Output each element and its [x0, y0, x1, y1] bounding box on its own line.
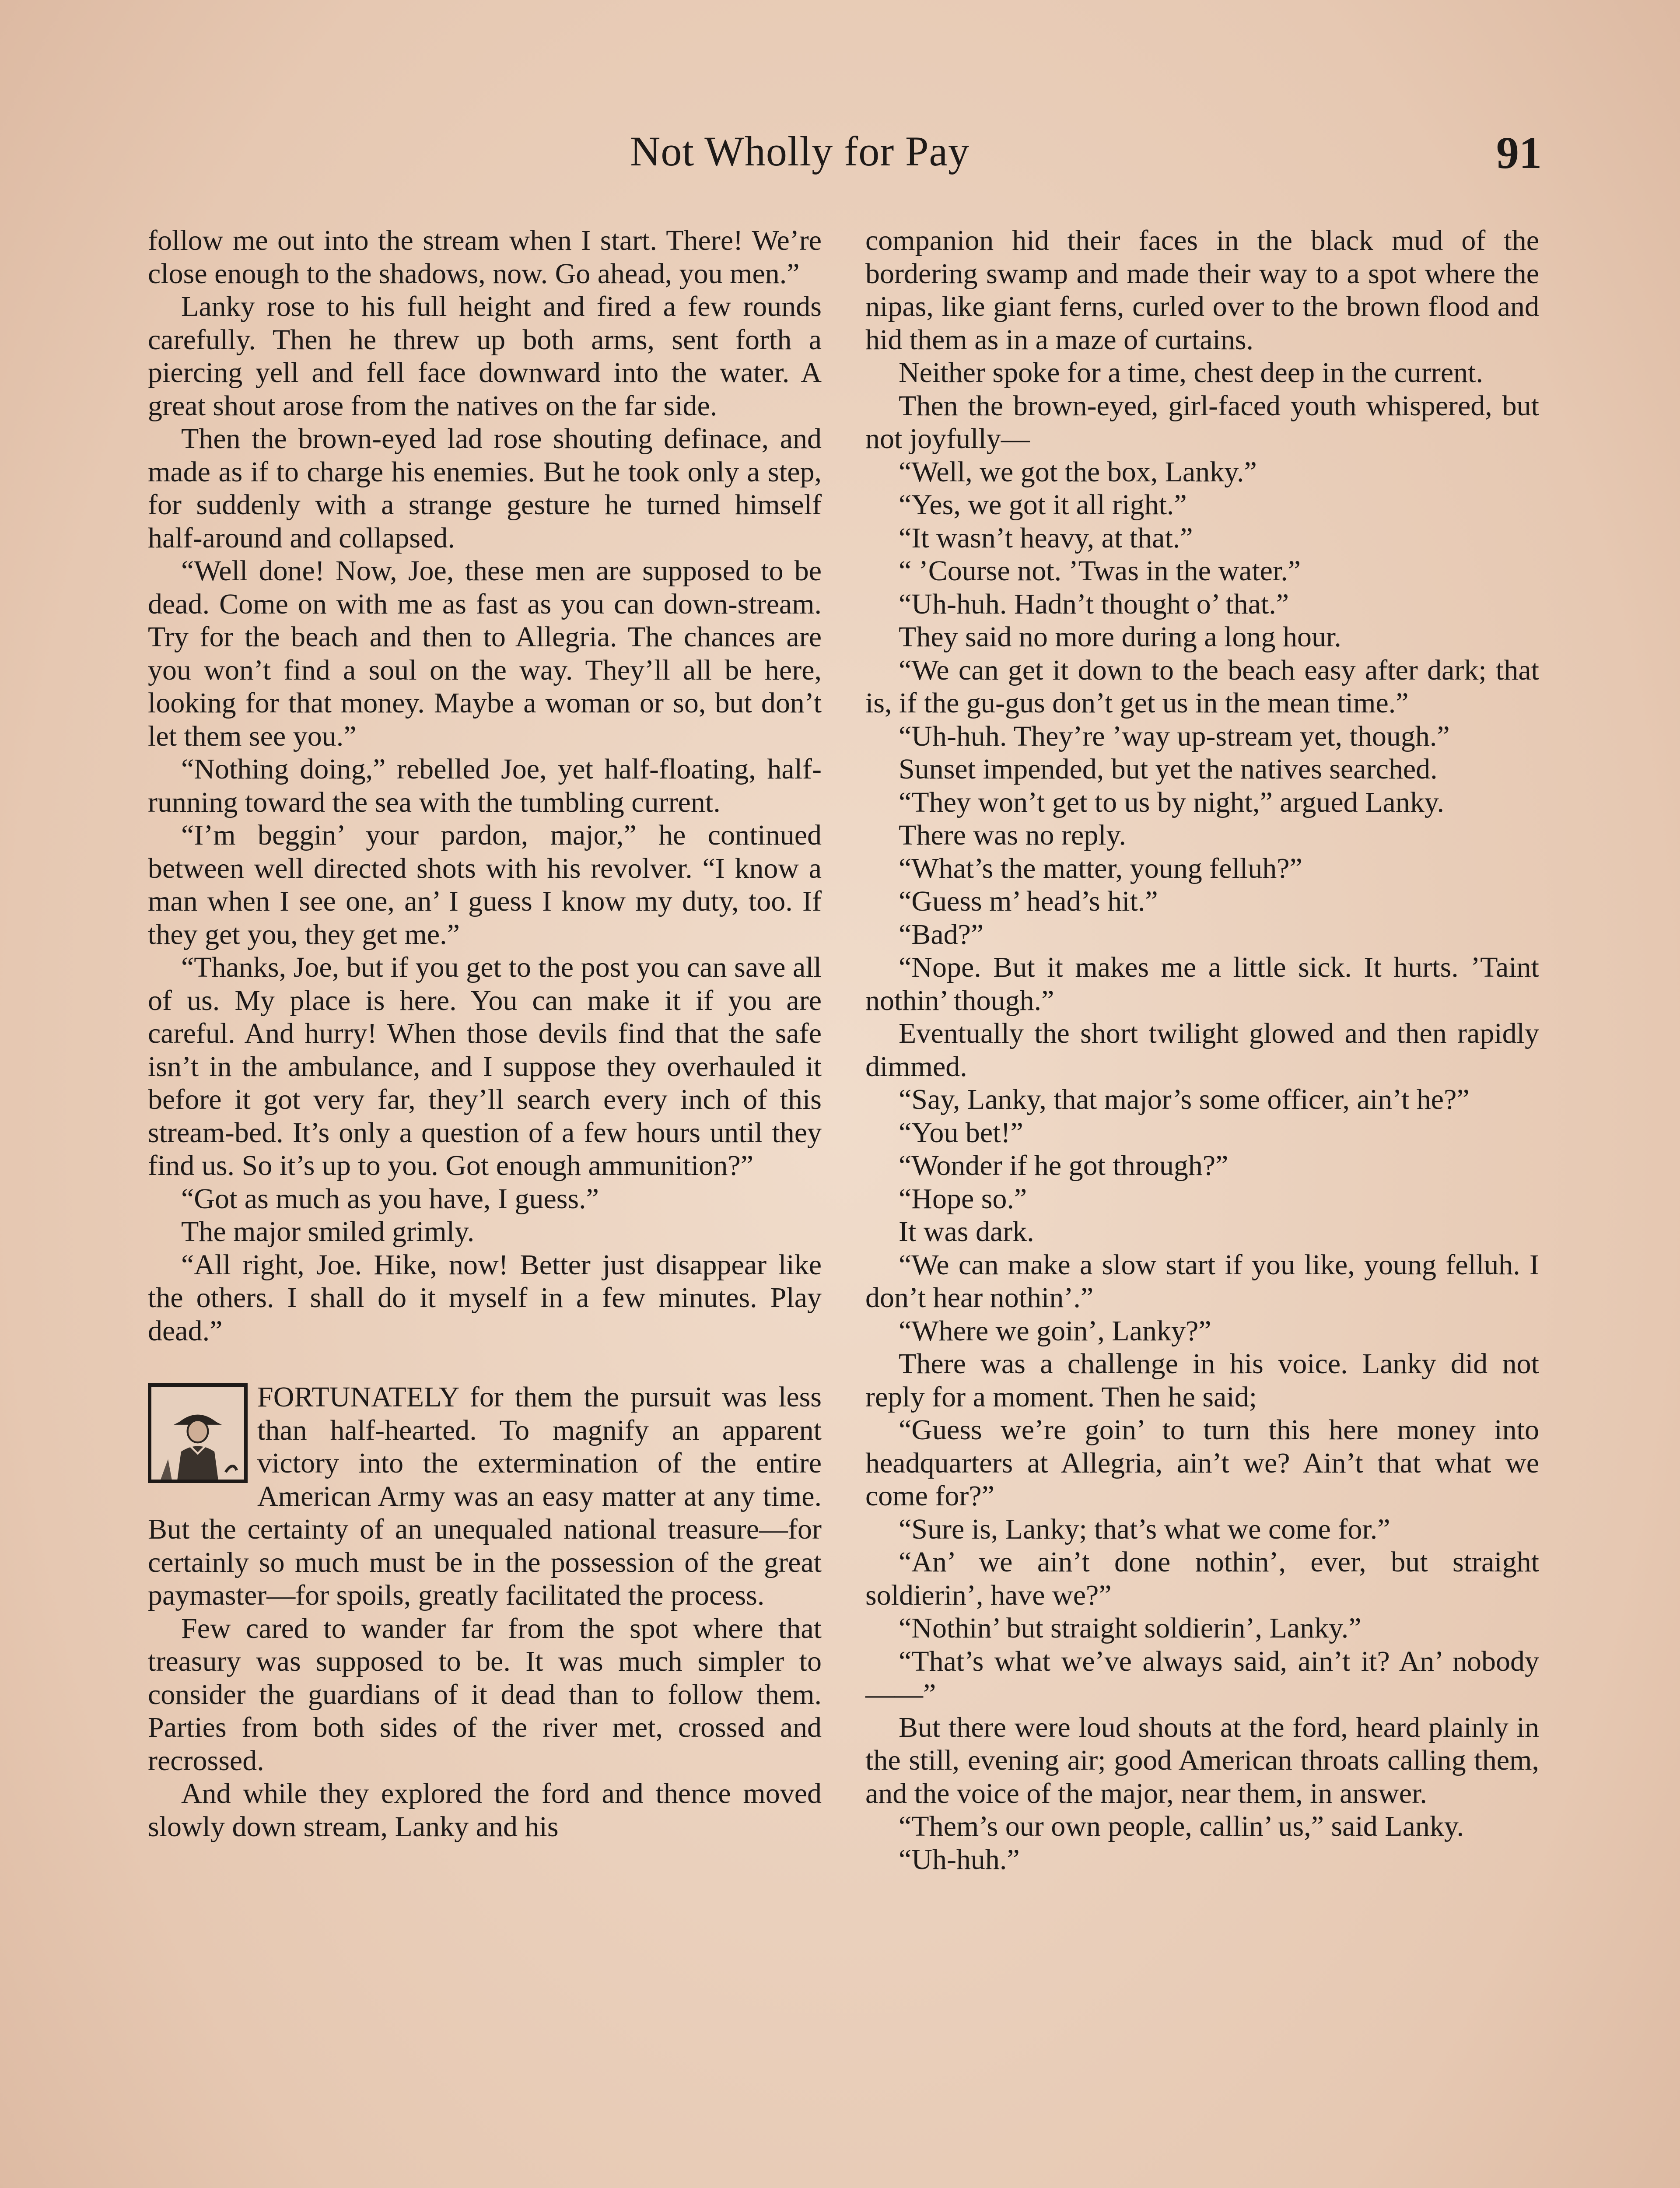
paragraph: “Where we goin’, Lanky?” — [899, 1315, 1211, 1347]
paragraph: Then the brown-eyed, girl-faced youth whispered, but not joyfully— — [865, 389, 1539, 455]
paragraph: “Bad?” — [899, 918, 984, 950]
paragraph: Lanky rose to his full height and fired a few rounds carefully. Then he threw up both arms, sent forth a piercing yell and fell face downward into the water. A great shout arose from the natives on the far side. — [148, 291, 822, 422]
paragraph: “Got as much as you have, I guess.” — [181, 1182, 599, 1215]
paragraph: “Nothin’ but straight soldierin’, Lanky.” — [899, 1612, 1362, 1644]
paragraph: “An’ we ain’t done nothin’, ever, but straight soldierin’, have we?” — [865, 1546, 1539, 1611]
page-number: 91 — [1496, 128, 1542, 178]
paragraph: “Wonder if he got through?” — [899, 1150, 1228, 1182]
paragraph: Then the brown-eyed lad rose shouting definace, and made as if to charge his enemies. But he took only a step, for suddenly with a strange gesture he turned himself half-around and collapsed. — [148, 423, 822, 554]
paragraph: “Uh-huh.” — [899, 1843, 1020, 1876]
paragraph: “Yes, we got it all right.” — [899, 489, 1187, 521]
paragraph: Neither spoke for a time, chest deep in the current. — [899, 357, 1483, 389]
paragraph: “It wasn’t heavy, at that.” — [899, 522, 1193, 554]
paragraph: “Guess m’ head’s hit.” — [899, 885, 1158, 917]
page-header — [0, 127, 1680, 193]
right-column — [865, 224, 1539, 1876]
paragraph: “They won’t get to us by night,” argued Lanky. — [899, 786, 1445, 818]
paragraph: “Guess we’re goin’ to turn this here money into headquarters at Allegria, ain’t we? Ain’t that what we come for?” — [865, 1414, 1539, 1512]
paragraph: “ ’Course not. ’Twas in the water.” — [899, 555, 1301, 587]
paragraph: “I’m beggin’ your pardon, major,” he continued between well directed shots with his revolver. “I know a man when I see one, an’ I guess I know my duty, too. If they get you, they get me.” — [148, 819, 822, 950]
paragraph: It was dark. — [899, 1216, 1034, 1248]
paragraph: follow me out into the stream when I start. There! We’re close enough to the shadows, now. Go ahead, you men.” — [148, 224, 822, 290]
paragraph: “Thanks, Joe, but if you get to the post you can save all of us. My place is here. You can make it if you are careful. And hurry! When those devils find that the safe isn’t in the ambulance, and I suppose they overhauled it before it got very far, they’ll search every inch of this stream-bed. It’s only a question of a few hours until they find us. So it’s up to you. Got enough ammunition?” — [148, 951, 822, 1182]
paragraph: “Say, Lanky, that major’s some officer, ain’t he?” — [899, 1083, 1470, 1115]
paragraph: “Well done! Now, Joe, these men are supposed to be dead. Come on with me as fast as you can down-stream. Try for the beach and then to Allegria. The chances are you won’t find a soul on the way. They’ll all be here, looking for that money. Maybe a woman or so, but don’t let them see you.” — [148, 555, 822, 752]
paragraph: “Hope so.” — [899, 1182, 1027, 1215]
paragraph: There was no reply. — [899, 819, 1126, 851]
paragraph: Few cared to wander far from the spot where that treasury was supposed to be. It was much simpler to consider the guardians of it dead than to follow them. Parties from both sides of the river met, crossed and recrossed. — [148, 1612, 822, 1777]
paragraph: “Uh-huh. Hadn’t thought o’ that.” — [899, 588, 1289, 620]
paragraph: But there were loud shouts at the ford, heard plainly in the still, evening air; good American throats calling them, and the voice of the major, near them, in answer. — [865, 1711, 1539, 1809]
paragraph: “We can make a slow start if you like, young felluh. I don’t hear nothin’.” — [865, 1248, 1539, 1314]
paragraph: “Uh-huh. They’re ’way up-stream yet, though.” — [899, 720, 1450, 752]
paragraph: “You bet!” — [899, 1116, 1023, 1149]
paragraph: “Sure is, Lanky; that’s what we come for.” — [899, 1513, 1390, 1545]
section-opening-paragraph: FORTUNATELY for them the pursuit was less than half-hearted. To magnify an apparent victory into the extermination of the entire American Army was an easy matter at any time. But the certainty of an unequaled national treasure—for certainly so much must be in the possession of the great paymaster—for spoils, greatly facilitated the process. — [148, 1381, 822, 1611]
paragraph: “Nope. But it makes me a little sick. It hurts. ’Taint nothin’ though.” — [865, 951, 1539, 1017]
paragraph: Eventually the short twilight glowed and then rapidly dimmed. — [865, 1017, 1539, 1083]
paragraph: “We can get it down to the beach easy after dark; that is, if the gu-gus don’t get us in the mean time.” — [865, 654, 1539, 719]
paragraph: companion hid their faces in the black mud of the bordering swamp and made their way to a spot where the nipas, like giant ferns, curled over to the brown flood and hid them as in a maze of curtains. — [865, 224, 1539, 356]
paragraph: “All right, Joe. Hike, now! Better just disappear like the others. I shall do it myself in a few minutes. Play dead.” — [148, 1248, 822, 1347]
paragraph: “That’s what we’ve always said, ain’t it? An’ nobody——” — [865, 1645, 1539, 1710]
running-title: Not Wholly for Pay — [630, 128, 970, 175]
paragraph: There was a challenge in his voice. Lanky did not reply for a moment. Then he said; — [865, 1348, 1539, 1413]
left-column — [148, 224, 822, 1843]
paragraph: “Them’s our own people, callin’ us,” said Lanky. — [899, 1810, 1464, 1842]
paragraph: “Well, we got the box, Lanky.” — [899, 456, 1257, 488]
paragraph: And while they explored the ford and thence moved slowly down stream, Lanky and his — [148, 1778, 822, 1843]
paragraph: They said no more during a long hour. — [899, 621, 1341, 653]
section-vignette-soldier-icon — [148, 1383, 248, 1483]
paragraph: Sunset impended, but yet the natives searched. — [899, 753, 1438, 785]
paragraph: “Nothing doing,” rebelled Joe, yet half-floating, half-running toward the sea with the tumbling current. — [148, 753, 822, 818]
paragraph: “What’s the matter, young felluh?” — [899, 852, 1302, 884]
paragraph: The major smiled grimly. — [181, 1216, 475, 1248]
